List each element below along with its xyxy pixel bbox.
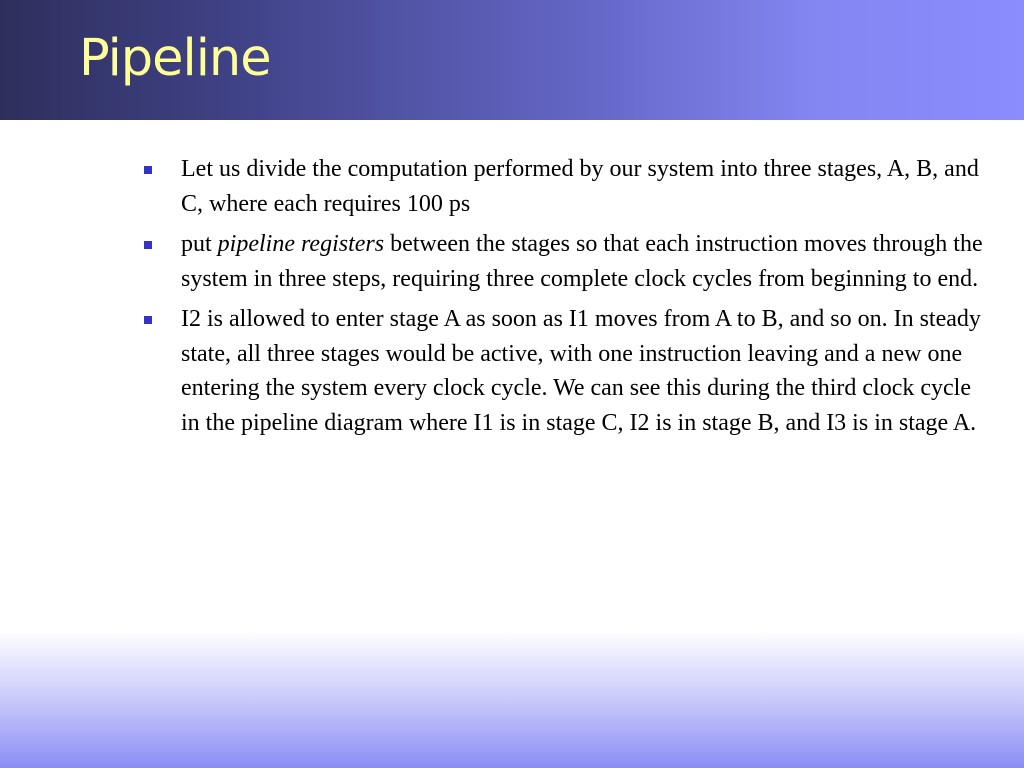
bullet-text: Let us divide the computation performed by our system into three stages, A, B, and C, where each requires 100 ps xyxy=(181,156,979,217)
square-bullet-icon xyxy=(144,241,152,249)
slide-title: Pipeline xyxy=(79,29,271,88)
bullet-text-prefix: put xyxy=(181,231,218,257)
bullet-item xyxy=(144,152,990,221)
bullet-emphasis: pipeline registers xyxy=(217,231,385,257)
square-bullet-icon xyxy=(144,316,152,324)
title-bar xyxy=(0,0,1024,120)
bullet-item xyxy=(144,302,990,440)
bullet-list xyxy=(144,152,990,446)
square-bullet-icon xyxy=(144,166,152,174)
bullet-text-suffix: between the stages so that each instruction moves through the system in three steps, requiring three complete clock cycles from beginning to end. xyxy=(181,231,983,292)
bullet-text: I2 is allowed to enter stage A as soon as I1 moves from A to B, and so on. In steady state, all three stages would be active, with one instruction leaving and a new one entering the system every clock cycle. We can see this during the third clock cycle in the pipeline diagram where I1 is in stage C, I2 is in stage B, and I3 is in stage A. xyxy=(181,306,981,436)
bullet-item xyxy=(144,227,990,296)
